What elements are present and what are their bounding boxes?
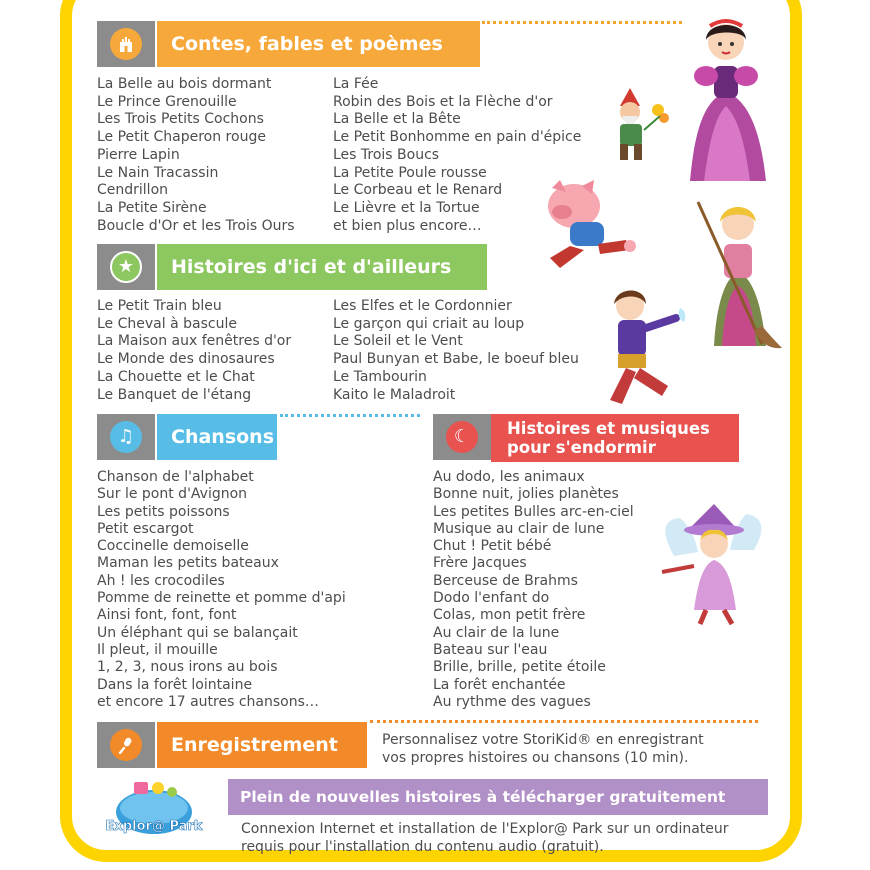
contes-list-col1: [97, 76, 295, 235]
explor-park-logo: [96, 778, 216, 840]
star-icon: ★: [110, 251, 142, 283]
list-item: Musique au clair de lune: [433, 520, 605, 537]
list-item: Au dodo, les animaux: [433, 469, 585, 485]
enregistrement-text: [382, 732, 704, 767]
list-item: Bateau sur l'eau: [433, 641, 548, 658]
histoires-icon-box: [97, 244, 155, 290]
list-item: et bien plus encore…: [333, 217, 482, 234]
list-item: La Belle et la Bête: [333, 111, 461, 128]
contes-divider: [482, 21, 682, 24]
list-item: Petit escargot: [97, 520, 194, 537]
contes-icon-box: [97, 21, 155, 67]
list-item: Le Corbeau et le Renard: [333, 182, 503, 199]
list-item: Le Petit Bonhomme en pain d'épice: [333, 129, 582, 146]
list-item: Le Monde des dinosaures: [97, 351, 275, 368]
enregistrement-divider: [370, 720, 758, 723]
list-item: La Belle au bois dormant: [97, 76, 272, 92]
list-item: Chanson de l'alphabet: [97, 469, 254, 485]
list-item: Kaito le Maladroit: [333, 386, 456, 403]
enregistrement-title: Enregistrement: [157, 722, 367, 768]
list-item: Ainsi font, font, font: [97, 607, 237, 624]
telecharger-text: [241, 821, 729, 856]
princess-illustration: [670, 6, 782, 186]
dormir-icon-box: [433, 414, 491, 460]
list-item: Chut ! Petit bébé: [433, 538, 552, 555]
list-item: Paul Bunyan et Babe, le boeuf bleu: [333, 351, 579, 368]
histoires-title: Histoires d'ici et d'ailleurs: [157, 244, 487, 290]
list-item: La Maison aux fenêtres d'or: [97, 333, 292, 350]
moon-icon: ☾: [446, 421, 478, 453]
list-item: Robin des Bois et la Flèche d'or: [333, 93, 553, 110]
list-item: Cendrillon: [97, 182, 169, 199]
list-item: Il pleut, il mouille: [97, 641, 218, 658]
list-item: Le Lièvre et la Tortue: [333, 199, 480, 216]
list-item: Maman les petits bateaux: [97, 555, 279, 572]
list-item: Boucle d'Or et les Trois Ours: [97, 217, 295, 234]
list-item: La Petite Sirène: [97, 199, 207, 216]
list-item: Colas, mon petit frère: [433, 607, 586, 624]
list-item: Bonne nuit, jolies planètes: [433, 486, 619, 503]
list-item: Le Petit Chaperon rouge: [97, 129, 266, 146]
list-item: Les petits poissons: [97, 503, 230, 520]
dwarf-illustration: [604, 86, 674, 170]
text-line: requis pour l'installation du contenu audio (gratuit).: [241, 838, 604, 855]
list-item: Pierre Lapin: [97, 146, 180, 163]
dormir-title: Histoires et musiques pour s'endormir: [491, 414, 739, 462]
fairy-illustration: [654, 500, 774, 626]
list-item: Le Banquet de l'étang: [97, 386, 252, 403]
svg-text:Explor@ Park: Explor@ Park: [105, 819, 203, 834]
chansons-title: Chansons: [157, 414, 277, 460]
list-item: Coccinelle demoiselle: [97, 538, 249, 555]
castle-icon: [110, 28, 142, 60]
list-item: Le Nain Tracassin: [97, 164, 219, 181]
microphone-icon: [110, 729, 142, 761]
text-line: Personnalisez votre StoriKid® en enregistrant: [382, 732, 704, 748]
list-item: Un éléphant qui se balançait: [97, 624, 298, 641]
histoires-list-col1: [97, 298, 291, 404]
list-item: Les Elfes et le Cordonnier: [333, 298, 512, 314]
cinderella-illustration: [692, 198, 784, 350]
text-line: vos propres histoires ou chansons (10 min).: [382, 749, 689, 766]
chansons-divider: [280, 414, 420, 417]
text-line: Connexion Internet et installation de l'Explor@ Park sur un ordinateur: [241, 821, 729, 837]
list-item: La forêt enchantée: [433, 676, 566, 693]
enregistrement-icon-box: [97, 722, 155, 768]
list-item: et encore 17 autres chansons…: [97, 693, 319, 710]
list-item: Dans la forêt lointaine: [97, 676, 253, 693]
list-item: Berceuse de Brahms: [433, 572, 578, 589]
list-item: Les petites Bulles arc-en-ciel: [433, 503, 634, 520]
list-item: Le Cheval à bascule: [97, 315, 237, 332]
list-item: La Chouette et le Chat: [97, 368, 255, 385]
list-item: La Fée: [333, 76, 379, 92]
list-item: Frère Jacques: [433, 555, 527, 572]
list-item: Le Tambourin: [333, 368, 427, 385]
contes-title: Contes, fables et poèmes: [157, 21, 480, 67]
music-note-icon: ♫: [110, 421, 142, 453]
list-item: Pomme de reinette et pomme d'api: [97, 590, 346, 607]
list-item: Brille, brille, petite étoile: [433, 659, 606, 676]
list-item: Au rythme des vagues: [433, 693, 591, 710]
list-item: Le Prince Grenouille: [97, 93, 237, 110]
list-item: La Petite Poule rousse: [333, 164, 487, 181]
list-item: Les Trois Boucs: [333, 146, 440, 163]
list-item: 1, 2, 3, nous irons au bois: [97, 659, 278, 676]
chansons-icon-box: [97, 414, 155, 460]
list-item: Sur le pont d'Avignon: [97, 486, 248, 503]
list-item: Le Soleil et le Vent: [333, 333, 463, 350]
pig-illustration: [540, 178, 640, 274]
list-item: Ah ! les crocodiles: [97, 572, 225, 589]
telecharger-title: Plein de nouvelles histoires à télécharger gratuitement: [228, 779, 768, 815]
histoires-list-col2: [333, 298, 579, 404]
list-item: Dodo l'enfant do: [433, 590, 550, 607]
dormir-list: [433, 469, 634, 711]
list-item: Le Petit Train bleu: [97, 298, 222, 314]
list-item: Les Trois Petits Cochons: [97, 111, 264, 128]
prince-illustration: [596, 282, 700, 410]
list-item: Le garçon qui criait au loup: [333, 315, 525, 332]
list-item: Au clair de la lune: [433, 624, 560, 641]
chansons-list: [97, 469, 346, 711]
